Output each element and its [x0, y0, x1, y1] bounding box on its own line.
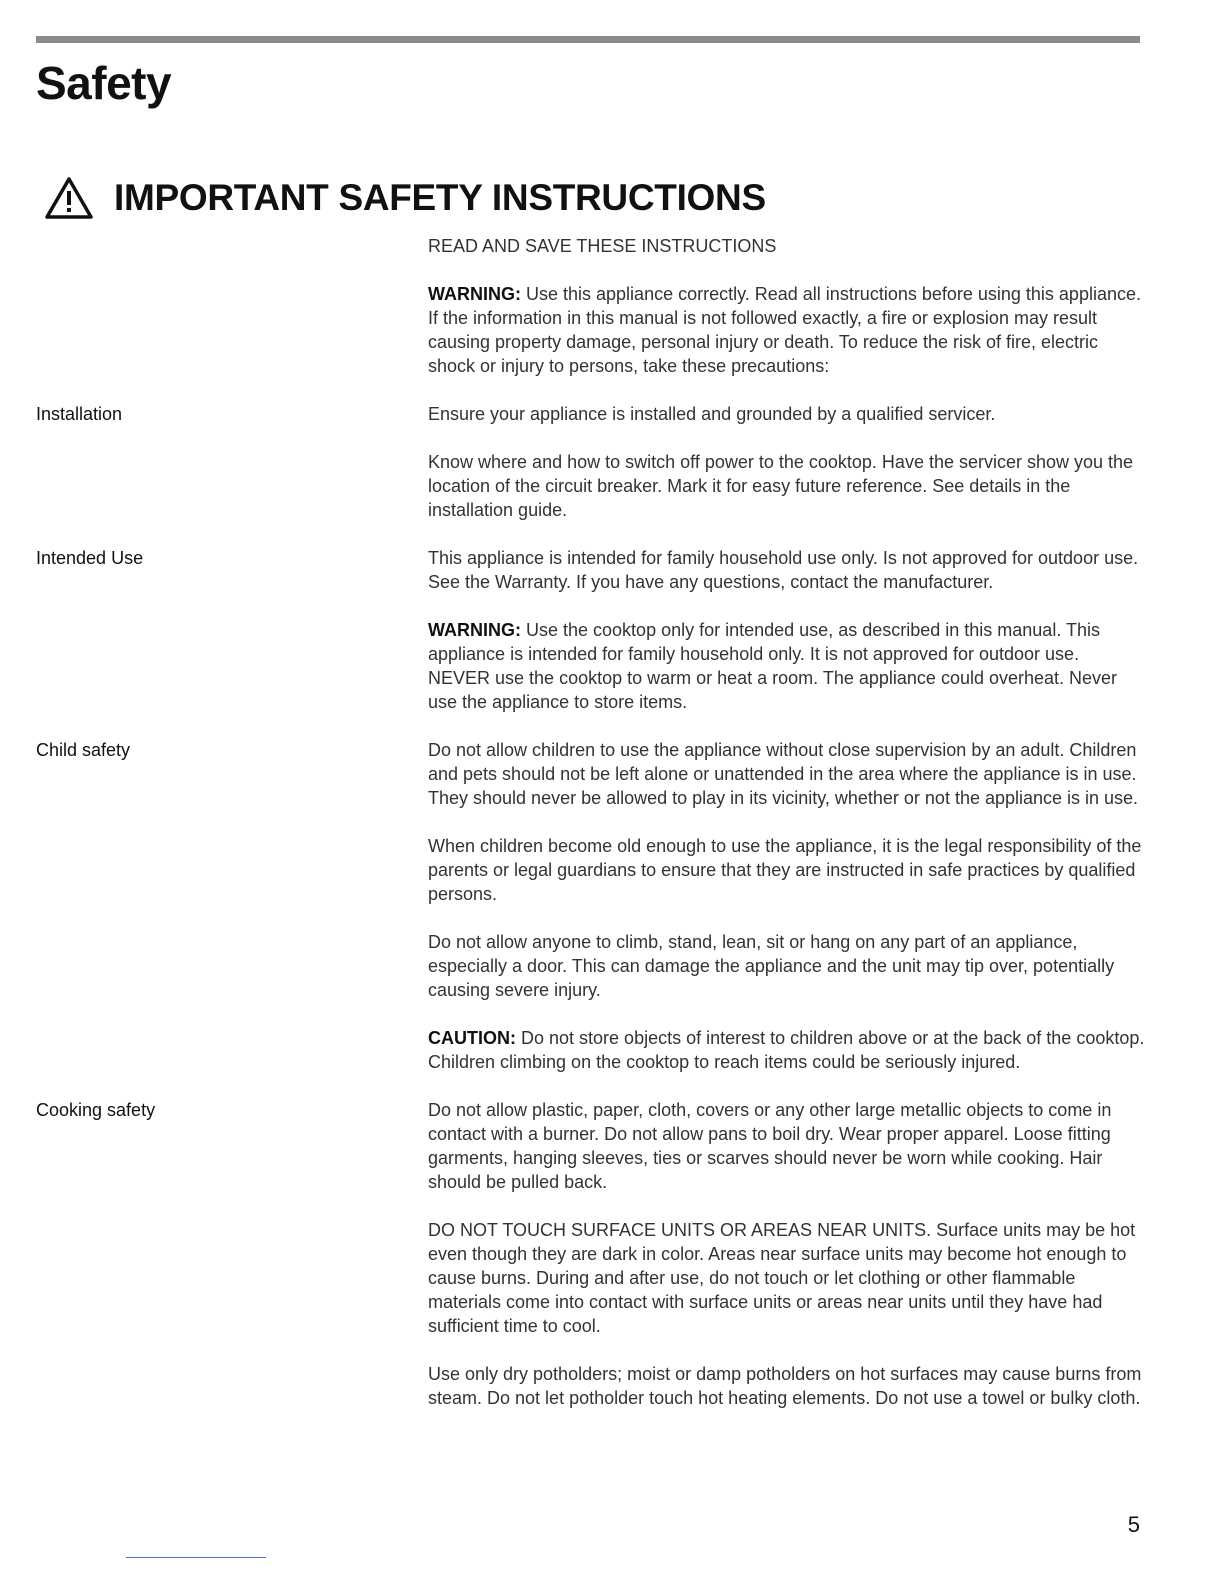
child-safety-label: Child safety [36, 740, 131, 760]
cooking-safety-label: Cooking safety [36, 1100, 156, 1120]
warning-label: WARNING: [428, 284, 521, 304]
child-safety-paragraph: When children become old enough to use the appliance, it is the legal responsibility of the parents or legal guardians to ensure that they are instructed in safe practices by qualified persons. [428, 836, 1142, 904]
installation-paragraph: Ensure your appliance is installed and grounded by a qualified servicer. [428, 404, 996, 424]
installation-paragraph: Know where and how to switch off power to the cooktop. Have the servicer show you the location of the circuit breaker. Mark it for easy future reference. See details in the installation guide. [428, 452, 1134, 520]
warning-label: WARNING: [428, 620, 521, 640]
page-title: Safety [36, 57, 172, 109]
installation-section [36, 402, 1146, 546]
caution-label: CAUTION: [428, 1028, 516, 1048]
intended-use-paragraph: This appliance is intended for family household use only. Is not approved for outdoor use. See the Warranty. If you have any questions, contact the manufacturer. [428, 548, 1139, 592]
installation-label: Installation [36, 404, 123, 424]
child-safety-paragraph: Do not allow anyone to climb, stand, lean, sit or hang on any part of an appliance, especially a door. This can damage the appliance and the unit may tip over, potentially causing severe injury. [428, 932, 1115, 1000]
intended-use-label: Intended Use [36, 548, 144, 568]
cooking-safety-paragraph: Use only dry potholders; moist or damp potholders on hot surfaces may cause burns from steam. Do not let potholder touch hot heating elements. Do not use a towel or bulky cloth. [428, 1364, 1142, 1408]
page-number: 5 [1127, 1512, 1140, 1537]
cooking-safety-paragraph: DO NOT TOUCH SURFACE UNITS OR AREAS NEAR UNITS. Surface units may be hot even though they are dark in color. Areas near surface units may become hot enough to cause burns. During and after use, do not touch or let clothing or other flammable materials come into contact with surface units or areas near units until they have had sufficient time to cool. [428, 1220, 1136, 1336]
read-save-notice: READ AND SAVE THESE INSTRUCTIONS [428, 236, 777, 256]
intended-use-section [36, 546, 1146, 738]
section-heading-text: IMPORTANT SAFETY INSTRUCTIONS [114, 177, 766, 218]
child-safety-section [36, 738, 1146, 1098]
intro-block [36, 234, 1146, 402]
section-heading [44, 176, 766, 220]
footer-rule [126, 1557, 266, 1558]
content [36, 234, 1146, 1434]
top-rule [36, 36, 1140, 43]
cooking-safety-section [36, 1098, 1146, 1434]
warning-triangle-icon [44, 176, 94, 220]
child-safety-paragraph: Do not allow children to use the appliance without close supervision by an adult. Children and pets should not be left alone or unattended in the area where the appliance is in use. They should never be allowed to play in its vicinity, whether or not the appliance is in use. [428, 740, 1139, 808]
intended-use-warning: WARNING: Use the cooktop only for intended use, as described in this manual. This appliance is intended for family household only. It is not approved for outdoor use. NEVER use the cooktop to warm or heat a room. The appliance could overheat. Never use the appliance to store items. [428, 620, 1118, 712]
child-safety-caution: CAUTION: Do not store objects of interest to children above or at the back of the cooktop. Children climbing on the cooktop to reach items could be seriously injured. [428, 1028, 1145, 1072]
intro-warning: WARNING: Use this appliance correctly. Read all instructions before using this appliance. If the information in this manual is not followed exactly, a fire or explosion may result causing property damage, personal injury or death. To reduce the risk of fire, electric shock or injury to persons, take these precautions: [428, 284, 1141, 376]
cooking-safety-paragraph: Do not allow plastic, paper, cloth, covers or any other large metallic objects to come in contact with a burner. Do not allow pans to boil dry. Wear proper apparel. Loose fitting garments, hanging sleeves, ties or scarves should never be worn while cooking. Hair should be pulled back. [428, 1100, 1112, 1192]
